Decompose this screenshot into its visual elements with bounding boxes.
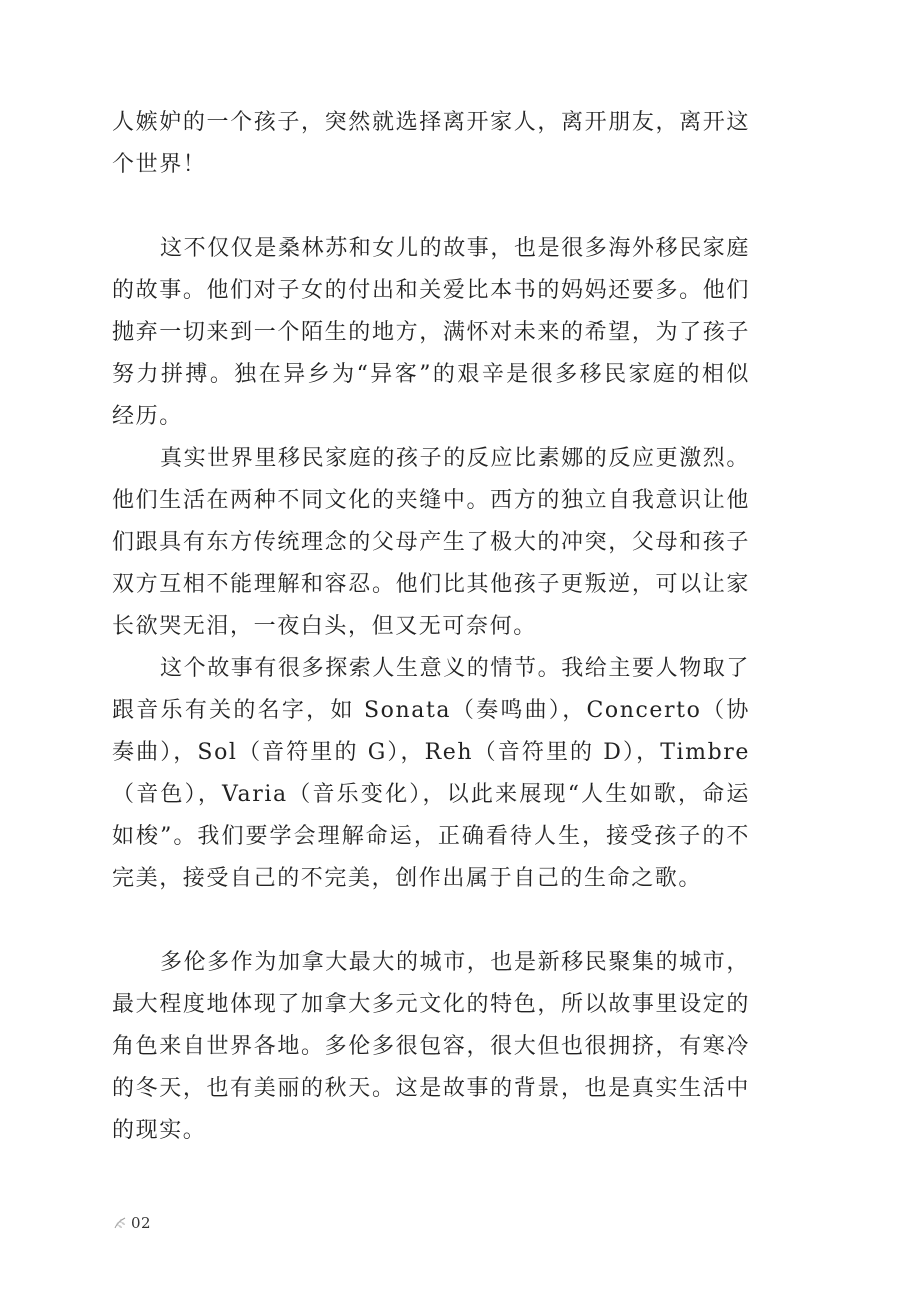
paragraph-toronto: 多伦多作为加拿大最大的城市，也是新移民聚集的城市，最大程度地体现了加拿大多元文化的特色，所以故事里设定的角色来自世界各地。多伦多很包容，很大但也很拥挤，有寒冷的冬天，也有美丽的秋天。这是故事的背景，也是真实生活中的现实。 xyxy=(112,950,751,1143)
text-block-bottom xyxy=(112,942,750,1152)
page-footer xyxy=(112,1214,151,1232)
text-block-middle xyxy=(112,228,750,900)
paragraph-real-world-children: 真实世界里移民家庭的孩子的反应比素娜的反应更激烈。他们生活在两种不同文化的夹缝中。西方的独立自我意识让他们跟具有东方传统理念的父母产生了极大的冲突，父母和孩子双方互相不能理解和容忍。他们比其他孩子更叛逆，可以让家长欲哭无泪，一夜白头，但又无可奈何。 xyxy=(112,446,751,639)
leaf-ornament-icon xyxy=(112,1215,128,1231)
paragraph-music-names: 这个故事有很多探索人生意义的情节。我给主要人物取了跟音乐有关的名字，如 Sonata（奏鸣曲），Concerto（协奏曲），Sol（音符里的 G），Reh（音符里的 D），Timbre（音色），Varia（音乐变化），以此来展现“人生如歌，命运如梭”。我们要学会理解命运，正确看待人生，接受孩子的不完美，接受自己的不完美，创作出属于自己的生命之歌。 xyxy=(112,656,751,891)
text-block-top xyxy=(112,102,750,186)
page-number: 02 xyxy=(131,1214,152,1232)
paragraph-immigrant-families: 这不仅仅是桑林苏和女儿的故事，也是很多海外移民家庭的故事。他们对子女的付出和关爱比本书的妈妈还要多。他们抛弃一切来到一个陌生的地方，满怀对未来的希望，为了孩子努力拼搏。独在异乡为“异客”的艰辛是很多移民家庭的相似经历。 xyxy=(112,236,751,429)
paragraph-continuation: 人嫉妒的一个孩子，突然就选择离开家人，离开朋友，离开这个世界！ xyxy=(112,110,750,177)
